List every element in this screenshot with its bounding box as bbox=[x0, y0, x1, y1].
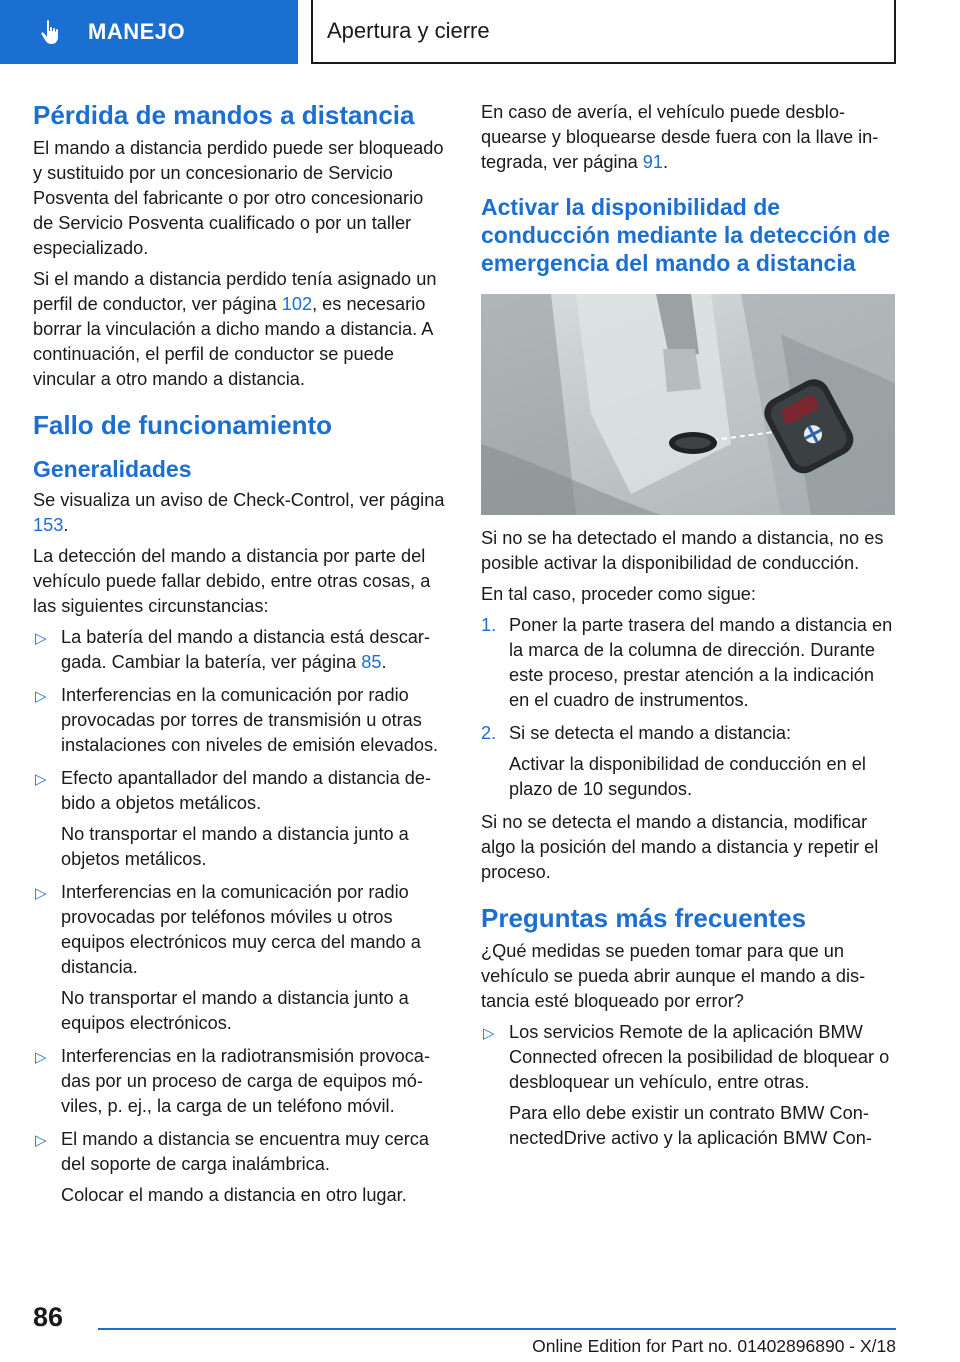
list-item: ▷ Los servicios Remote de la aplicación BMW Connected ofrecen la posibilidad de bloquear o desbloquear un vehículo, entre otras. Para ello debe existir un contrato BMW ConnectedDrive activo y la aplicación BMW Con- bbox=[483, 1022, 890, 1148]
list-item: ▷ Efecto apantallador del mando a distancia debido a objetos metálicos. No transportar el mando a distancia junto a objetos metálicos. bbox=[35, 768, 432, 869]
chapter-title: Apertura y cierre bbox=[327, 18, 490, 43]
right-column bbox=[481, 100, 897, 1159]
steps-list bbox=[481, 613, 897, 802]
list-item: ▷ La batería del mando a distancia está descargada. Cambiar la batería, ver página 85. bbox=[35, 627, 431, 672]
paragraph: Si no se detecta el mando a distancia, modificar algo la posición del mando a distancia y repetir el proceso. bbox=[481, 812, 879, 882]
illustration-svg bbox=[481, 294, 895, 515]
edition-note: Online Edition for Part no. 01402896890 - X/18 bbox=[532, 1336, 896, 1356]
list-item: 1. Poner la parte trasera del mando a distancia en la marca de la columna de dirección. Durante este proceso, prestar atención a la indicación en el cuadro de instrumentos. bbox=[481, 615, 893, 710]
heading-lost-remotes: Pérdida de mandos a distancia bbox=[33, 100, 415, 130]
triangle-bullet-icon: ▷ bbox=[35, 885, 47, 902]
triangle-bullet-icon: ▷ bbox=[483, 1025, 495, 1042]
paragraph: ¿Qué medidas se pueden tomar para que un vehículo se pueda abrir aunque el mando a distancia esté bloqueado por error? bbox=[481, 941, 866, 1011]
paragraph: La detección del mando a distancia por parte del vehículo puede fallar debido, entre otras cosas, a las siguientes circunstancias: bbox=[33, 546, 431, 616]
faq-list bbox=[481, 1020, 897, 1151]
triangle-bullet-icon: ▷ bbox=[35, 1049, 47, 1066]
paragraph: Si no se ha detectado el mando a distancia, no es posible activar la disponibilidad de conducción. bbox=[481, 528, 884, 573]
step-number: 2. bbox=[481, 723, 497, 743]
heading-emergency-detection: Activar la disponibilidad de conducción mediante la detección de emergencia del mando a distancia bbox=[481, 194, 890, 276]
heading-general: Generalidades bbox=[33, 456, 192, 482]
page-link[interactable]: 102 bbox=[281, 294, 313, 314]
paragraph: El mando a distancia perdido puede ser bloqueado y sustituido por un concesionario de Servicio Posventa del fabricante o por otro concesionario de Servicio Posventa cualificado o por un taller especializado. bbox=[33, 138, 444, 258]
step-number: 1. bbox=[481, 615, 497, 635]
page-link[interactable]: 85 bbox=[361, 652, 382, 672]
paragraph: Se visualiza un aviso de Check-Control, ver página 153. bbox=[33, 490, 445, 535]
paragraph: En caso de avería, el vehículo puede desbloquearse y bloquearse desde fuera con la llave integrada, ver página 91. bbox=[481, 102, 879, 172]
triangle-bullet-icon: ▷ bbox=[35, 630, 47, 647]
list-item: ▷ Interferencias en la comunicación por radio provocadas por teléfonos móviles u otros equipos electrónicos muy cerca del mando a distancia. No transportar el mando a distancia junto a equipos electrónicos. bbox=[35, 882, 421, 1033]
steering-column-key-illustration bbox=[481, 294, 895, 515]
triangle-bullet-icon: ▷ bbox=[35, 688, 47, 705]
page-link[interactable]: 91 bbox=[642, 152, 664, 172]
paragraph: En tal caso, proceder como sigue: bbox=[481, 584, 756, 604]
list-item: 2. Si se detecta el mando a distancia: Activar la disponibilidad de conducción en el plazo de 10 segundos. bbox=[481, 723, 866, 799]
hand-pointer-icon bbox=[38, 18, 66, 46]
footer-divider bbox=[98, 1328, 896, 1330]
section-tab[interactable] bbox=[0, 0, 298, 64]
heading-malfunction: Fallo de funcionamiento bbox=[33, 410, 333, 440]
list-item: ▷ Interferencias en la comunicación por radio provocadas por torres de transmisión u otras instalaciones con niveles de emisión elevados. bbox=[35, 685, 439, 755]
left-column bbox=[33, 100, 448, 1216]
chapter-tab bbox=[311, 0, 896, 64]
list-item: ▷ Interferencias en la radiotransmisión provocadas por un proceso de carga de equipos móviles, p. ej., la carga de un teléfono móvil. bbox=[35, 1046, 430, 1116]
page-number: 86 bbox=[33, 1302, 64, 1332]
heading-faq: Preguntas más frecuentes bbox=[481, 903, 807, 933]
page-link[interactable]: 153 bbox=[33, 515, 64, 535]
paragraph: Si el mando a distancia perdido tenía asignado un perfil de conductor, ver página 102, es necesario borrar la vinculación a dicho mando a distancia. A continuación, el perfil de conductor se puede vincular a otro mando a distancia. bbox=[33, 269, 437, 389]
triangle-bullet-icon: ▷ bbox=[35, 771, 47, 788]
triangle-bullet-icon: ▷ bbox=[35, 1132, 47, 1149]
list-item: ▷ El mando a distancia se encuentra muy cerca del soporte de carga inalámbrica. Colocar el mando a distancia en otro lugar. bbox=[35, 1129, 429, 1205]
circumstance-list bbox=[33, 625, 448, 1208]
section-tab-label: MANEJO bbox=[88, 19, 186, 44]
